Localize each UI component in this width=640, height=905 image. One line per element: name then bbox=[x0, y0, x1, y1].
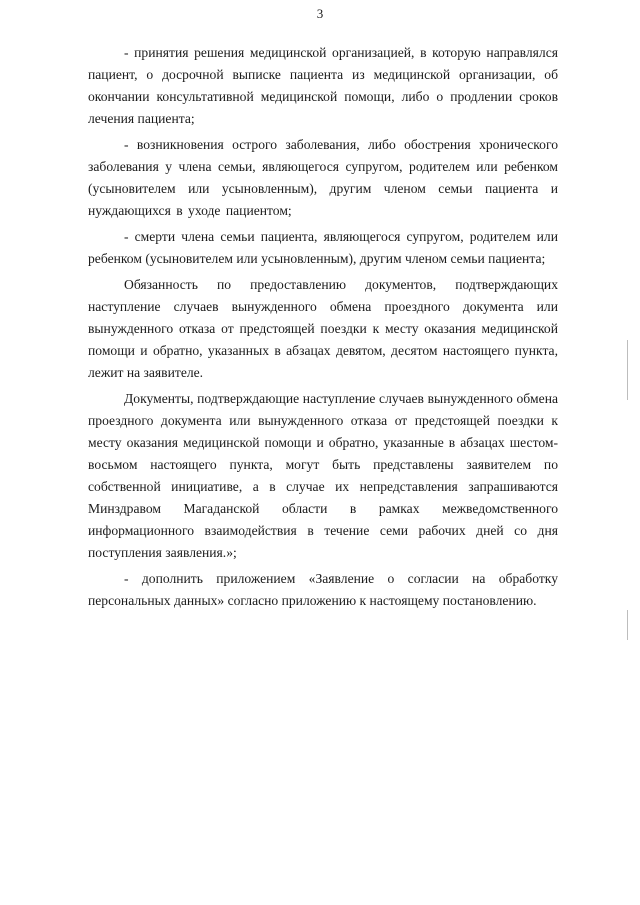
page-number: 3 bbox=[316, 6, 324, 21]
paragraph-death: - смерти члена семьи пациента, являющегося супругом, родителем или ребенком (усыновителем или усыновленным), другим членом семьи пациента; bbox=[88, 229, 558, 266]
paragraph-documents: Документы, подтверждающие наступление случаев вынужденного обмена проездного документа или вынужденного отказа от предстоящей поездки к месту оказания медицинской помощи и обратно, указанные в абзацах шестом-восьмом настоящего пункта, могут быть представлены заявителем по собственной инициативе, а в случае их непредставления запрашиваются Минздравом Магаданской области в рамках межведомственного информационного взаимодействия в течение семи рабочих дней со дня поступления заявления.»; bbox=[88, 391, 558, 560]
document-body bbox=[88, 42, 558, 616]
paragraph-illness: - возникновения острого заболевания, либо обострения хронического заболевания у члена семьи, являющегося супругом, родителем или ребенком (усыновителем или усыновленным), другим членом семьи пациента и нуждающихся в уходе пациентом; bbox=[88, 137, 558, 218]
paragraph-appendix: - дополнить приложением «Заявление о согласии на обработку персональных данных» согласно приложению к настоящему постановлению. bbox=[88, 571, 558, 608]
paragraph-obligation: Обязанность по предоставлению документов, подтверждающих наступление случаев вынужденного обмена проездного документа или вынужденного отказа от предстоящей поездки к месту оказания медицинской помощи и обратно, указанных в абзацах девятом, десятом настоящего пункта, лежит на заявителе. bbox=[88, 277, 558, 380]
scan-edge-mark bbox=[627, 340, 628, 400]
scan-edge-mark bbox=[627, 610, 628, 640]
paragraph-decision: - принятия решения медицинской организацией, в которую направлялся пациент, о досрочной выписке пациента из медицинской организации, об окончании консультативной медицинской помощи, либо о продлении сроков лечения пациента; bbox=[88, 45, 558, 126]
